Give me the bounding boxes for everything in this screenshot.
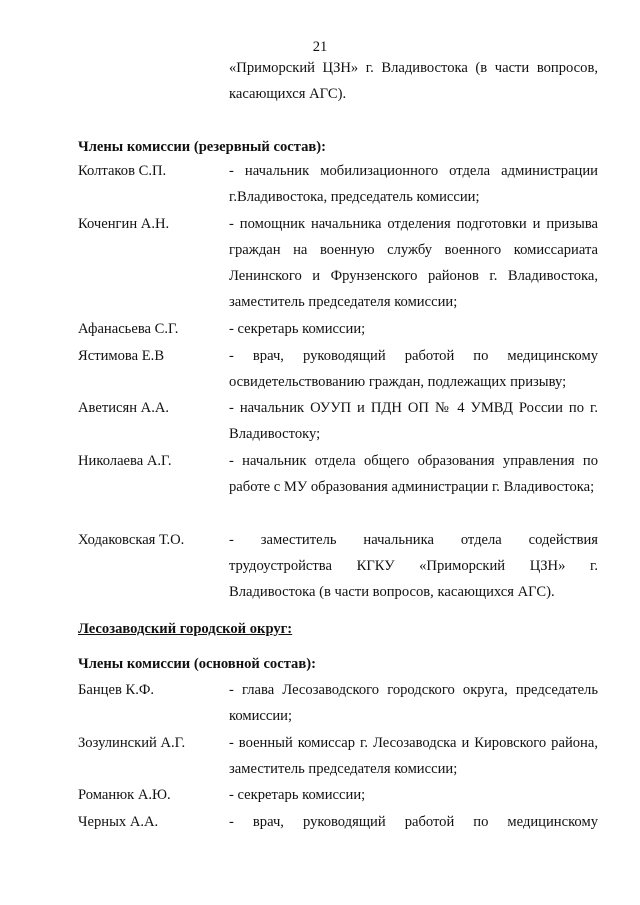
member-name: Афанасьева С.Г. (78, 321, 179, 337)
member-row (78, 343, 598, 395)
member-name: Аветисян А.А. (78, 400, 170, 416)
member-name: Черных А.А. (78, 814, 159, 830)
member-row (78, 211, 598, 316)
page-number: 21 (312, 39, 328, 55)
continuation-text: «Приморский ЦЗН» г. Владивостока (в части вопросов, касающихся АГС). (229, 60, 598, 102)
member-role: - заместитель начальника отдела содействия трудоустройства КГКУ «Приморский ЦЗН» г. Владивостока (в части вопросов, касающихся АГС). (229, 532, 598, 600)
district-heading: Лесозаводский городской округ: (78, 621, 293, 637)
member-role: - секретарь комиссии; (229, 787, 366, 803)
member-name: Николаева А.Г. (78, 453, 172, 469)
member-role: - начальник ОУУП и ПДН ОП № 4 УМВД России по г. Владивостоку; (229, 400, 598, 442)
member-row (78, 782, 598, 809)
member-row (78, 395, 598, 448)
member-row (78, 730, 598, 782)
member-row (78, 316, 598, 343)
member-name: Коченгин А.Н. (78, 216, 170, 232)
member-row (78, 158, 598, 211)
member-role: - врач, руководящий работой по медицинскому (229, 814, 598, 830)
member-name: Ястимова Е.В (78, 348, 165, 364)
member-role: - начальник мобилизационного отдела администрации г.Владивостока, председатель комиссии; (229, 163, 598, 205)
member-name: Зозулинский А.Г. (78, 735, 186, 751)
member-role: - глава Лесозаводского городского округа, председатель комиссии; (229, 682, 598, 724)
member-name: Романюк А.Ю. (78, 787, 171, 803)
member-role: - врач, руководящий работой по медицинскому освидетельствованию граждан, подлежащих призыву; (229, 348, 598, 390)
main-heading: Члены комиссии (основной состав): (78, 656, 316, 672)
member-role: - военный комиссар г. Лесозаводска и Кировского района, заместитель председателя комиссии; (229, 735, 598, 777)
member-name: Колтаков С.П. (78, 163, 167, 179)
member-role: - помощник начальника отделения подготовки и призыва граждан на военную службу военного комиссариата Ленинского и Фрунзенского районов г. Владивостока, заместитель председателя комиссии; (229, 216, 598, 310)
member-name: Банцев К.Ф. (78, 682, 155, 698)
member-row (78, 809, 598, 836)
reserve-members-list (78, 158, 598, 607)
member-role: - секретарь комиссии; (229, 321, 366, 337)
member-row (78, 677, 598, 730)
member-role: - начальник отдела общего образования управления по работе с МУ образования администрации г. Владивостока; (229, 453, 598, 495)
member-name: Ходаковская Т.О. (78, 532, 185, 548)
main-members-list (78, 677, 598, 836)
member-row (78, 448, 598, 527)
member-row (78, 527, 598, 607)
reserve-heading: Члены комиссии (резервный состав): (78, 139, 326, 155)
